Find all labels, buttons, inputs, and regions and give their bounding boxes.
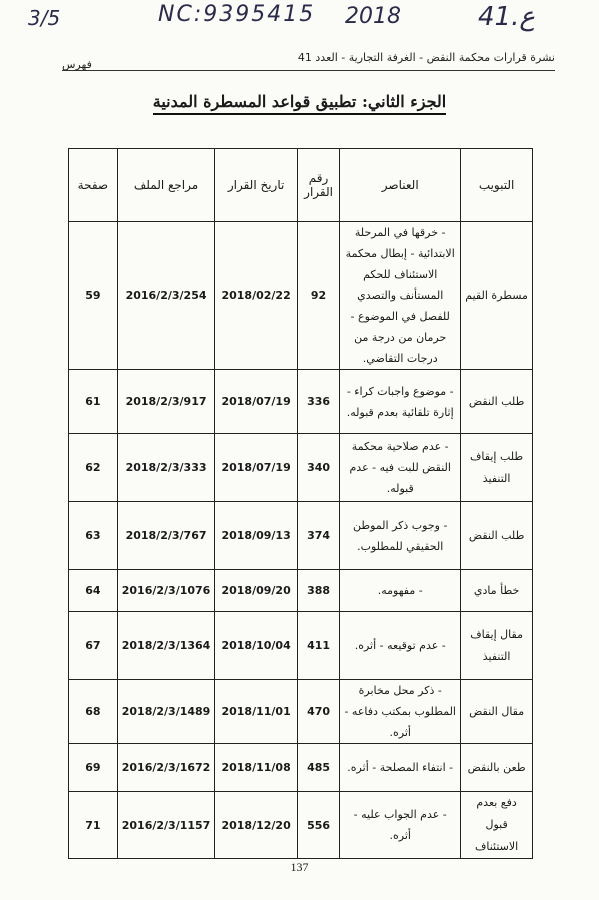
index-table xyxy=(68,148,533,859)
cell-page: 62 xyxy=(69,434,118,502)
cell-elements: - خرقها في المرحلة الابتدائية - إبطال محكمة الاستئناف للحكم المستأنف والتصدي للفصل في الموضوع - حرمان من درجة من درجات التقاضي. xyxy=(340,222,461,370)
handwritten-nc-number: NC:9395415 xyxy=(158,2,316,27)
cell-decision-date: 2018/07/19 xyxy=(215,370,298,434)
cell-page: 69 xyxy=(69,744,118,792)
cell-file-reference: 2016/2/3/1672 xyxy=(117,744,215,792)
table-row xyxy=(69,570,533,612)
cell-elements: - موضوع واجبات كراء - إثارة تلقائية بعدم قبوله. xyxy=(340,370,461,434)
header-page: صفحة xyxy=(69,149,118,222)
cell-page: 67 xyxy=(69,612,118,680)
cell-decision-date: 2018/11/01 xyxy=(215,680,298,744)
cell-file-reference: 2016/2/3/254 xyxy=(117,222,215,370)
cell-decision-number: 411 xyxy=(297,612,339,680)
table-row xyxy=(69,612,533,680)
cell-decision-date: 2018/11/08 xyxy=(215,744,298,792)
cell-decision-date: 2018/12/20 xyxy=(215,792,298,859)
handwritten-reference: ع.41 xyxy=(478,2,535,32)
cell-file-reference: 2016/2/3/1076 xyxy=(117,570,215,612)
table-row xyxy=(69,744,533,792)
table-row xyxy=(69,792,533,859)
cell-tabulation: طعن بالنقض xyxy=(461,744,533,792)
cell-tabulation: طلب إيقاف التنفيذ xyxy=(461,434,533,502)
section-title xyxy=(0,92,599,111)
table-row xyxy=(69,370,533,434)
header-file-reference: مراجع الملف xyxy=(117,149,215,222)
handwritten-signature: 2018 xyxy=(345,4,401,29)
cell-decision-date: 2018/09/13 xyxy=(215,502,298,570)
cell-tabulation: مقال إيقاف التنفيذ xyxy=(461,612,533,680)
table-row xyxy=(69,434,533,502)
cell-page: 61 xyxy=(69,370,118,434)
cell-decision-number: 374 xyxy=(297,502,339,570)
cell-elements: - وجوب ذكر الموطن الحقيقي للمطلوب. xyxy=(340,502,461,570)
cell-decision-date: 2018/09/20 xyxy=(215,570,298,612)
cell-file-reference: 2018/2/3/1364 xyxy=(117,612,215,680)
header-decision-number: رقم القرار xyxy=(297,149,339,222)
cell-page: 63 xyxy=(69,502,118,570)
cell-file-reference: 2018/2/3/1489 xyxy=(117,680,215,744)
cell-decision-number: 485 xyxy=(297,744,339,792)
cell-tabulation: مقال النقض xyxy=(461,680,533,744)
table-row xyxy=(69,222,533,370)
cell-file-reference: 2016/2/3/1157 xyxy=(117,792,215,859)
page-number: 137 xyxy=(290,860,309,874)
section-label: فهرس xyxy=(62,58,92,71)
cell-decision-number: 388 xyxy=(297,570,339,612)
cell-tabulation: مسطرة القيم xyxy=(461,222,533,370)
table-header-row xyxy=(69,149,533,222)
cell-decision-date: 2018/10/04 xyxy=(215,612,298,680)
publication-title: نشرة قرارات محكمة النقض - الغرفة التجارية - العدد 41 xyxy=(297,51,555,64)
cell-page: 59 xyxy=(69,222,118,370)
cell-elements: - عدم توقيعه - أثره. xyxy=(340,612,461,680)
cell-tabulation: خطأ مادي xyxy=(461,570,533,612)
cell-decision-number: 470 xyxy=(297,680,339,744)
cell-tabulation: طلب النقض xyxy=(461,370,533,434)
table-row xyxy=(69,502,533,570)
cell-tabulation: طلب النقض xyxy=(461,502,533,570)
cell-decision-number: 92 xyxy=(297,222,339,370)
cell-decision-number: 340 xyxy=(297,434,339,502)
header-tabulation: التبويب xyxy=(461,149,533,222)
cell-elements: - عدم صلاحية محكمة النقض للبت فيه - عدم قبوله. xyxy=(340,434,461,502)
table-row xyxy=(69,680,533,744)
cell-file-reference: 2018/2/3/767 xyxy=(117,502,215,570)
cell-tabulation: دفع بعدم قبول الاستئناف xyxy=(461,792,533,859)
header-decision-date: تاريخ القرار xyxy=(215,149,298,222)
cell-elements: - عدم الجواب عليه - أثره. xyxy=(340,792,461,859)
cell-elements: - ذكر محل مخابرة المطلوب بمكتب دفاعه - أثره. xyxy=(340,680,461,744)
cell-decision-number: 556 xyxy=(297,792,339,859)
cell-decision-date: 2018/02/22 xyxy=(215,222,298,370)
cell-page: 71 xyxy=(69,792,118,859)
cell-elements: - مفهومه. xyxy=(340,570,461,612)
cell-file-reference: 2018/2/3/917 xyxy=(117,370,215,434)
section-title-text: الجزء الثاني: تطبيق قواعد المسطرة المدنية xyxy=(153,92,446,115)
cell-file-reference: 2018/2/3/333 xyxy=(117,434,215,502)
cell-page: 64 xyxy=(69,570,118,612)
cell-decision-number: 336 xyxy=(297,370,339,434)
cell-decision-date: 2018/07/19 xyxy=(215,434,298,502)
cell-elements: - انتفاء المصلحة - أثره. xyxy=(340,744,461,792)
header-elements: العناصر xyxy=(340,149,461,222)
handwritten-fraction: 3/5 xyxy=(28,6,61,30)
running-header xyxy=(62,48,555,71)
cell-page: 68 xyxy=(69,680,118,744)
